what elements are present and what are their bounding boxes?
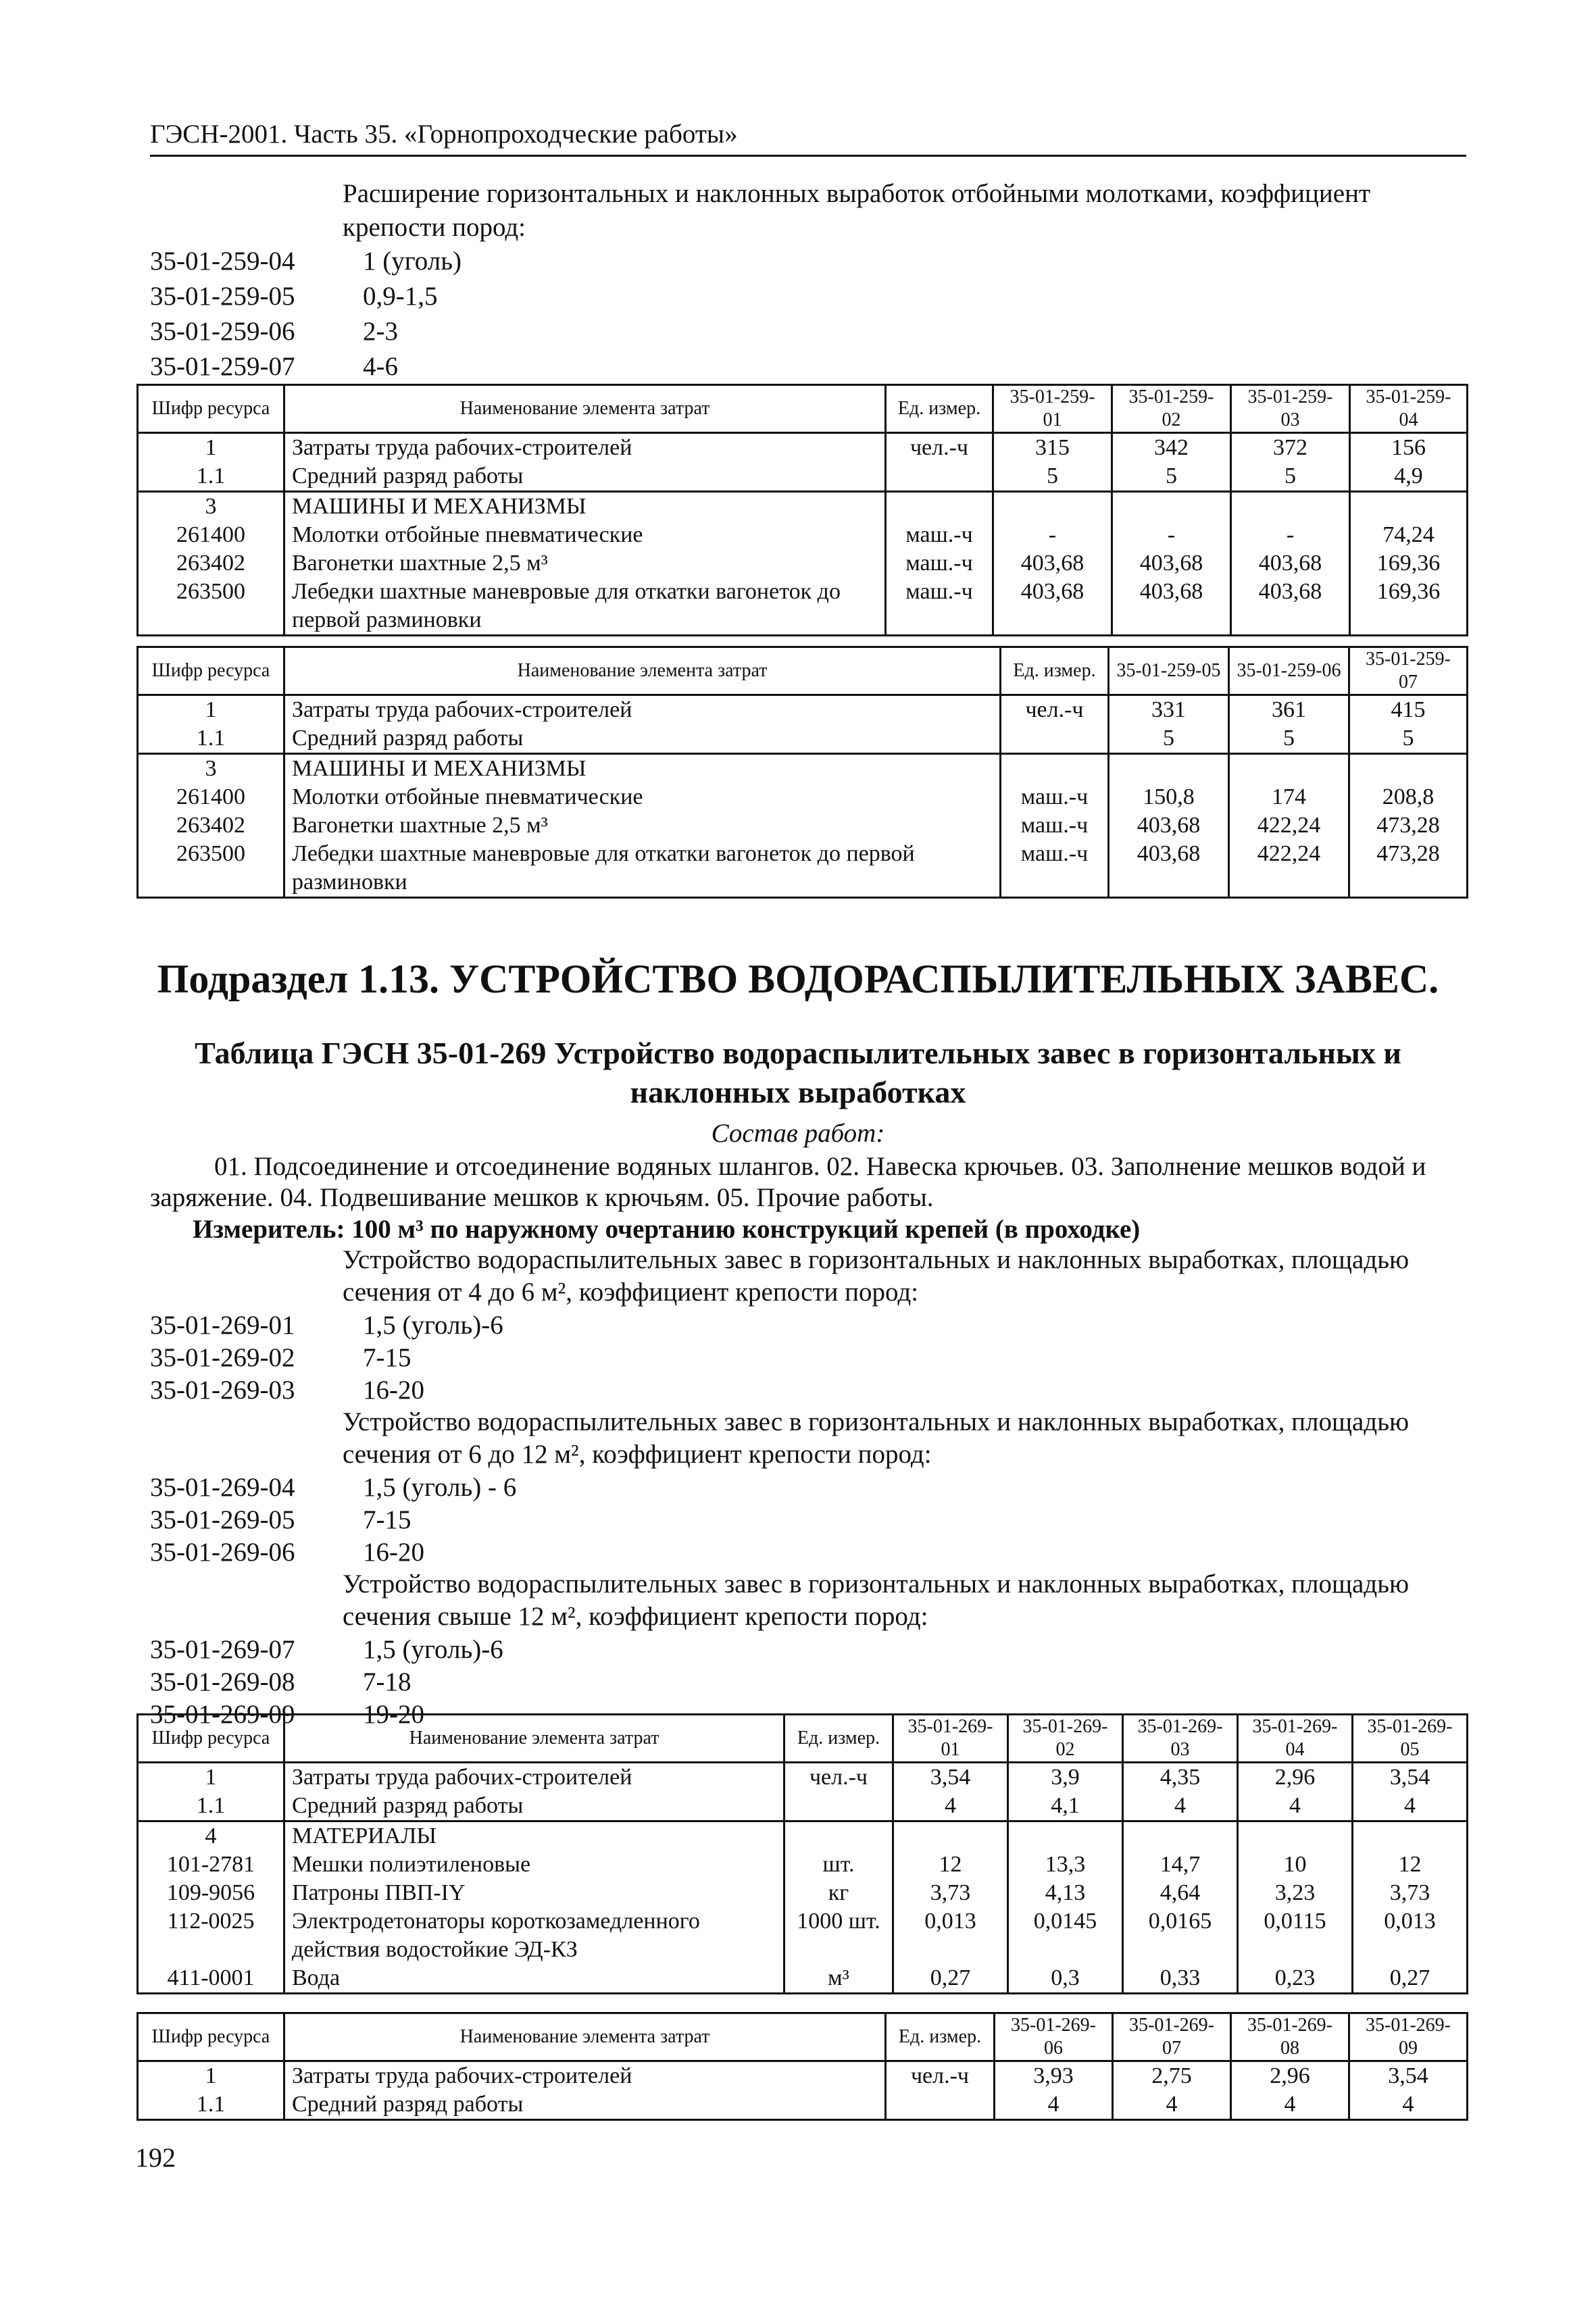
cell-value: 0,013 — [893, 1907, 1008, 1964]
cell-value: 174 — [1229, 783, 1349, 811]
cell-code: 1 — [138, 1763, 284, 1792]
resource-table-1 — [136, 384, 1468, 636]
variant-value: 7-18 — [363, 1667, 412, 1696]
header-norm-code: 35-01-269-05 — [1353, 1715, 1468, 1763]
cell-unit: чел.-ч — [1001, 695, 1109, 725]
running-header: ГЭСН-2001. Часть 35. «Горнопроходческие работы» — [150, 120, 1466, 157]
variants-intro: Устройство водораспылительных завес в горизонтальных и наклонных выработках, площадью сечения свыше 12 м², коэффициент крепости пород: — [343, 1569, 1410, 1631]
variant-row — [150, 245, 1434, 280]
table-row — [138, 578, 1468, 636]
variant-code: 35-01-259-04 — [150, 247, 295, 276]
cell-name: Электродетонаторы короткозамедленного действия водостойкие ЭД-КЗ — [284, 1907, 784, 1964]
table-row — [138, 1879, 1468, 1907]
table-row — [138, 695, 1468, 725]
header-norm-code: 35-01-269-06 — [995, 2013, 1113, 2061]
header-code: Шифр ресурса — [138, 385, 284, 433]
variants-intro: Расширение горизонтальных и наклонных выработок отбойными молотками, коэффициент крепости пород: — [343, 179, 1370, 242]
header-norm-code: 35-01-269-03 — [1123, 1715, 1238, 1763]
header-norm-code: 35-01-259-02 — [1112, 385, 1231, 433]
cell-value: 2,96 — [1231, 2061, 1349, 2091]
cell-name: Лебедки шахтные маневровые для откатки вагонеток до первой разминовки — [284, 840, 1001, 898]
variant-value: 16-20 — [363, 1538, 424, 1567]
header-norm-code: 35-01-259-05 — [1109, 647, 1229, 695]
cell-value: 4,64 — [1123, 1879, 1238, 1907]
cell-name: Затраты труда рабочих-строителей — [284, 2061, 886, 2091]
cell-value: 3,93 — [995, 2061, 1113, 2091]
header-norm-code: 35-01-269-08 — [1231, 2013, 1349, 2061]
cell-value: 2,96 — [1238, 1763, 1353, 1792]
meter-line — [193, 1213, 1140, 1247]
header-norm-code: 35-01-269-01 — [893, 1715, 1008, 1763]
cell-unit — [1001, 724, 1109, 754]
variant-row — [150, 1471, 1434, 1503]
cell-value: 156 — [1350, 433, 1468, 463]
table-row — [138, 1907, 1468, 1964]
resource-table-4 — [136, 2012, 1468, 2121]
header-norm-code: 35-01-269-07 — [1113, 2013, 1231, 2061]
cell-code: 263500 — [138, 840, 284, 898]
cell-name: Средний разряд работы — [284, 1792, 784, 1821]
cell-value: 0,0145 — [1008, 1907, 1123, 1964]
table-row — [138, 724, 1468, 754]
header-name: Наименование элемента затрат — [284, 647, 1001, 695]
cell-value: 4,1 — [1008, 1792, 1123, 1821]
cell-value: 3,23 — [1238, 1879, 1353, 1907]
cell-code: 263402 — [138, 811, 284, 840]
cell-value: 4 — [1123, 1792, 1238, 1821]
cell-unit: маш.-ч — [1001, 840, 1109, 898]
table-header-row — [138, 1715, 1468, 1763]
cell-value: 4 — [1353, 1792, 1468, 1821]
cell-name: Затраты труда рабочих-строителей — [284, 695, 1001, 725]
variant-code: 35-01-269-03 — [150, 1376, 295, 1405]
cell-unit: маш.-ч — [1001, 811, 1109, 840]
cell-value: - — [993, 521, 1112, 549]
works-text: 01. Подсоединение и отсоединение водяных шлангов. 02. Навеска крючьев. 03. Заполнение мешков водой и заряжение. 04. Подвешивание мешков к крючьям. 05. Прочие работы. — [150, 1152, 1426, 1212]
cell-name: Средний разряд работы — [284, 462, 886, 492]
cell-value: 0,27 — [1353, 1964, 1468, 1994]
cell-value: 315 — [993, 433, 1112, 463]
cell-value — [1350, 492, 1468, 522]
cell-code: 1.1 — [138, 1792, 284, 1821]
cell-code: 261400 — [138, 783, 284, 811]
table-row — [138, 549, 1468, 578]
variant-row — [150, 1503, 1434, 1536]
cell-value: 473,28 — [1349, 840, 1468, 898]
cell-code: 1 — [138, 2061, 284, 2091]
variant-row — [150, 1536, 1434, 1568]
cell-value — [893, 1821, 1008, 1851]
cell-value: 361 — [1229, 695, 1349, 725]
cell-code: 1.1 — [138, 462, 284, 492]
cell-value: 0,013 — [1353, 1907, 1468, 1964]
resource-table-2 — [136, 646, 1468, 899]
header-norm-code: 35-01-269-09 — [1349, 2013, 1468, 2061]
cell-name: МАШИНЫ И МЕХАНИЗМЫ — [284, 492, 886, 522]
variant-code: 35-01-269-01 — [150, 1311, 295, 1340]
cell-unit: чел.-ч — [886, 433, 993, 463]
cell-value: 10 — [1238, 1851, 1353, 1879]
header-norm-code: 35-01-259-06 — [1229, 647, 1349, 695]
cell-value: 169,36 — [1350, 549, 1468, 578]
header-name: Наименование элемента затрат — [284, 1715, 784, 1763]
cell-value: 403,68 — [1112, 578, 1231, 636]
table-row — [138, 1763, 1468, 1792]
cell-unit: чел.-ч — [886, 2061, 995, 2091]
cell-name: Мешки полиэтиленовые — [284, 1851, 784, 1879]
cell-value: 12 — [893, 1851, 1008, 1879]
table-row — [138, 492, 1468, 522]
cell-value: 415 — [1349, 695, 1468, 725]
works-description — [150, 1151, 1466, 1213]
cell-code: 101-2781 — [138, 1851, 284, 1879]
cell-code: 411-0001 — [138, 1964, 284, 1994]
cell-value: 5 — [993, 462, 1112, 492]
cell-value: 0,0115 — [1238, 1907, 1353, 1964]
cell-code: 1.1 — [138, 2090, 284, 2120]
header-unit: Ед. измер. — [886, 385, 993, 433]
table-row — [138, 1792, 1468, 1821]
cell-value: 12 — [1353, 1851, 1468, 1879]
subsection-title: Подраздел 1.13. УСТРОЙСТВО ВОДОРАСПЫЛИТЕЛЬНЫХ ЗАВЕС. — [157, 957, 1439, 1001]
cell-name: Средний разряд работы — [284, 724, 1001, 754]
cell-unit — [886, 2090, 995, 2120]
table-header-row — [138, 647, 1468, 695]
cell-code: 109-9056 — [138, 1879, 284, 1907]
table-row — [138, 2061, 1468, 2091]
cell-unit: 1000 шт. — [784, 1907, 893, 1964]
cell-value: 473,28 — [1349, 811, 1468, 840]
table-row — [138, 754, 1468, 784]
cell-value: 150,8 — [1109, 783, 1229, 811]
cell-value — [1238, 1821, 1353, 1851]
variant-code: 35-01-269-09 — [150, 1700, 295, 1729]
header-unit: Ед. измер. — [1001, 647, 1109, 695]
header-norm-code: 35-01-259-01 — [993, 385, 1112, 433]
cell-value — [993, 492, 1112, 522]
cell-value: 5 — [1229, 724, 1349, 754]
table-row — [138, 1821, 1468, 1851]
header-norm-code: 35-01-259-04 — [1350, 385, 1468, 433]
header-name: Наименование элемента затрат — [284, 385, 886, 433]
cell-code: 263402 — [138, 549, 284, 578]
page-number: 192 — [135, 2142, 176, 2173]
cell-value: 3,54 — [1349, 2061, 1468, 2091]
cell-value: 14,7 — [1123, 1851, 1238, 1879]
cell-name: МАТЕРИАЛЫ — [284, 1821, 784, 1851]
cell-name: Вагонетки шахтные 2,5 м³ — [284, 811, 1001, 840]
cell-value: 403,68 — [1112, 549, 1231, 578]
variant-value: 19-20 — [363, 1700, 424, 1729]
cell-value: 74,24 — [1350, 521, 1468, 549]
table-row — [138, 521, 1468, 549]
variant-code: 35-01-269-06 — [150, 1538, 295, 1567]
variant-value: 0,9-1,5 — [363, 282, 438, 311]
table-row — [138, 1964, 1468, 1994]
cell-value: 13,3 — [1008, 1851, 1123, 1879]
cell-name: Вода — [284, 1964, 784, 1994]
cell-value: 169,36 — [1350, 578, 1468, 636]
cell-value — [1231, 492, 1350, 522]
variants-intro: Устройство водораспылительных завес в горизонтальных и наклонных выработках, площадью сечения от 6 до 12 м², коэффициент крепости пород: — [343, 1407, 1410, 1469]
cell-value: 5 — [1112, 462, 1231, 492]
cell-unit: маш.-ч — [886, 521, 993, 549]
cell-code: 112-0025 — [138, 1907, 284, 1964]
table-row — [138, 1851, 1468, 1879]
table-row — [138, 840, 1468, 898]
cell-value: 3,54 — [893, 1763, 1008, 1792]
cell-code: 1.1 — [138, 724, 284, 754]
header-code: Шифр ресурса — [138, 1715, 284, 1763]
header-norm-code: 35-01-269-04 — [1238, 1715, 1353, 1763]
variants-intro: Устройство водораспылительных завес в горизонтальных и наклонных выработках, площадью сечения от 4 до 6 м², коэффициент крепости пород: — [343, 1245, 1410, 1307]
cell-code: 261400 — [138, 521, 284, 549]
cell-name: Средний разряд работы — [284, 2090, 886, 2120]
cell-value: 403,68 — [1231, 578, 1350, 636]
variant-list — [150, 245, 1434, 385]
variant-code: 35-01-269-04 — [150, 1473, 295, 1502]
cell-unit — [886, 462, 993, 492]
cell-value: 331 — [1109, 695, 1229, 725]
cell-unit: кг — [784, 1879, 893, 1907]
header-code: Шифр ресурса — [138, 2013, 284, 2061]
variant-code: 35-01-269-08 — [150, 1667, 295, 1696]
cell-unit: маш.-ч — [1001, 783, 1109, 811]
cell-value — [1123, 1821, 1238, 1851]
variant-value: 16-20 — [363, 1376, 424, 1405]
variant-value: 1,5 (уголь)-6 — [363, 1311, 503, 1340]
cell-name: Патроны ПВП-IY — [284, 1879, 784, 1907]
variant-code: 35-01-269-07 — [150, 1635, 295, 1664]
meter-text: Измеритель: 100 м³ по наружному очертанию конструкций крепей (в проходке) — [193, 1215, 1141, 1244]
variant-value: 7-15 — [363, 1343, 412, 1372]
header-code: Шифр ресурса — [138, 647, 284, 695]
cell-name: Затраты труда рабочих-строителей — [284, 1763, 784, 1792]
header-norm-code: 35-01-259-03 — [1231, 385, 1350, 433]
table-row — [138, 783, 1468, 811]
cell-value: 5 — [1349, 724, 1468, 754]
cell-name: Молотки отбойные пневматические — [284, 783, 1001, 811]
cell-value: 0,27 — [893, 1964, 1008, 1994]
cell-unit: шт. — [784, 1851, 893, 1879]
cell-value: 5 — [1231, 462, 1350, 492]
cell-unit — [886, 492, 993, 522]
cell-value: 3,54 — [1353, 1763, 1468, 1792]
cell-value: - — [1231, 521, 1350, 549]
variants-259 — [150, 177, 1434, 385]
cell-name: Затраты труда рабочих-строителей — [284, 433, 886, 463]
cell-value: 403,68 — [1109, 811, 1229, 840]
variant-code: 35-01-259-07 — [150, 352, 295, 381]
variant-row — [150, 1341, 1434, 1374]
variant-value: 1,5 (уголь) - 6 — [363, 1473, 517, 1502]
cell-value: 4,35 — [1123, 1763, 1238, 1792]
cell-unit — [1001, 754, 1109, 784]
cell-value: 4 — [1113, 2090, 1231, 2120]
cell-value: 208,8 — [1349, 783, 1468, 811]
cell-value: 0,23 — [1238, 1964, 1353, 1994]
table-row — [138, 433, 1468, 463]
cell-unit — [784, 1792, 893, 1821]
cell-value — [1349, 754, 1468, 784]
cell-value: 4,13 — [1008, 1879, 1123, 1907]
variant-value: 4-6 — [363, 352, 398, 381]
cell-name: Вагонетки шахтные 2,5 м³ — [284, 549, 886, 578]
table-row — [138, 2090, 1468, 2120]
cell-value: 4 — [893, 1792, 1008, 1821]
cell-value: 372 — [1231, 433, 1350, 463]
variant-value: 1 (уголь) — [363, 247, 462, 276]
cell-value: 0,0165 — [1123, 1907, 1238, 1964]
cell-name: Лебедки шахтные маневровые для откатки вагонеток до первой разминовки — [284, 578, 886, 636]
variant-row — [150, 280, 1434, 315]
cell-unit — [784, 1821, 893, 1851]
cell-value: 4 — [995, 2090, 1113, 2120]
table-header-row — [138, 2013, 1468, 2061]
header-norm-code: 35-01-259-07 — [1349, 647, 1468, 695]
cell-value: 3,9 — [1008, 1763, 1123, 1792]
variant-row — [150, 1665, 1434, 1698]
cell-value: 0,33 — [1123, 1964, 1238, 1994]
cell-code: 3 — [138, 492, 284, 522]
cell-value: 422,24 — [1229, 840, 1349, 898]
cell-unit: чел.-ч — [784, 1763, 893, 1792]
cell-value: 4 — [1231, 2090, 1349, 2120]
cell-value: 3,73 — [893, 1879, 1008, 1907]
table-header-row — [138, 385, 1468, 433]
header-unit: Ед. измер. — [886, 2013, 995, 2061]
cell-value — [1353, 1821, 1468, 1851]
variant-code: 35-01-269-05 — [150, 1505, 295, 1534]
variant-row — [150, 1633, 1434, 1665]
cell-value: 4 — [1238, 1792, 1353, 1821]
variant-value: 1,5 (уголь)-6 — [363, 1635, 503, 1664]
cell-value — [1229, 754, 1349, 784]
works-label: Состав работ: — [711, 1119, 885, 1148]
variant-row — [150, 1309, 1434, 1341]
cell-unit: м³ — [784, 1964, 893, 1994]
variant-row — [150, 315, 1434, 350]
table-row — [138, 811, 1468, 840]
cell-value: 422,24 — [1229, 811, 1349, 840]
variant-row — [150, 350, 1434, 385]
resource-table-3 — [136, 1713, 1468, 1994]
header-name: Наименование элемента затрат — [284, 2013, 886, 2061]
variant-code: 35-01-259-05 — [150, 282, 295, 311]
cell-value: - — [1112, 521, 1231, 549]
cell-unit: маш.-ч — [886, 549, 993, 578]
cell-unit: маш.-ч — [886, 578, 993, 636]
cell-value: 0,3 — [1008, 1964, 1123, 1994]
cell-name: Молотки отбойные пневматические — [284, 521, 886, 549]
cell-value: 5 — [1109, 724, 1229, 754]
table-row — [138, 462, 1468, 492]
cell-value: 342 — [1112, 433, 1231, 463]
cell-value: 4,9 — [1350, 462, 1468, 492]
cell-code: 1 — [138, 433, 284, 463]
table-title-line-1: Таблица ГЭСН 35-01-269 Устройство водораспылительных завес в горизонтальных и — [195, 1036, 1401, 1070]
variant-code: 35-01-259-06 — [150, 317, 295, 346]
cell-code: 3 — [138, 754, 284, 784]
variant-code: 35-01-269-02 — [150, 1343, 295, 1372]
cell-value — [1109, 754, 1229, 784]
cell-code: 1 — [138, 695, 284, 725]
cell-code: 263500 — [138, 578, 284, 636]
header-norm-code: 35-01-269-02 — [1008, 1715, 1123, 1763]
table-title-line-2: наклонных выработках — [630, 1075, 966, 1109]
variant-value: 2-3 — [363, 317, 398, 346]
cell-value — [1008, 1821, 1123, 1851]
variant-row — [150, 1374, 1434, 1406]
cell-value: 403,68 — [993, 549, 1112, 578]
variant-value: 7-15 — [363, 1505, 412, 1534]
cell-value: 4 — [1349, 2090, 1468, 2120]
cell-value — [1112, 492, 1231, 522]
cell-value: 403,68 — [1109, 840, 1229, 898]
cell-code: 4 — [138, 1821, 284, 1851]
cell-value: 403,68 — [993, 578, 1112, 636]
cell-name: МАШИНЫ И МЕХАНИЗМЫ — [284, 754, 1001, 784]
cell-value: 403,68 — [1231, 549, 1350, 578]
variants-269 — [150, 1244, 1434, 1730]
cell-value: 2,75 — [1113, 2061, 1231, 2091]
cell-value: 3,73 — [1353, 1879, 1468, 1907]
header-unit: Ед. измер. — [784, 1715, 893, 1763]
